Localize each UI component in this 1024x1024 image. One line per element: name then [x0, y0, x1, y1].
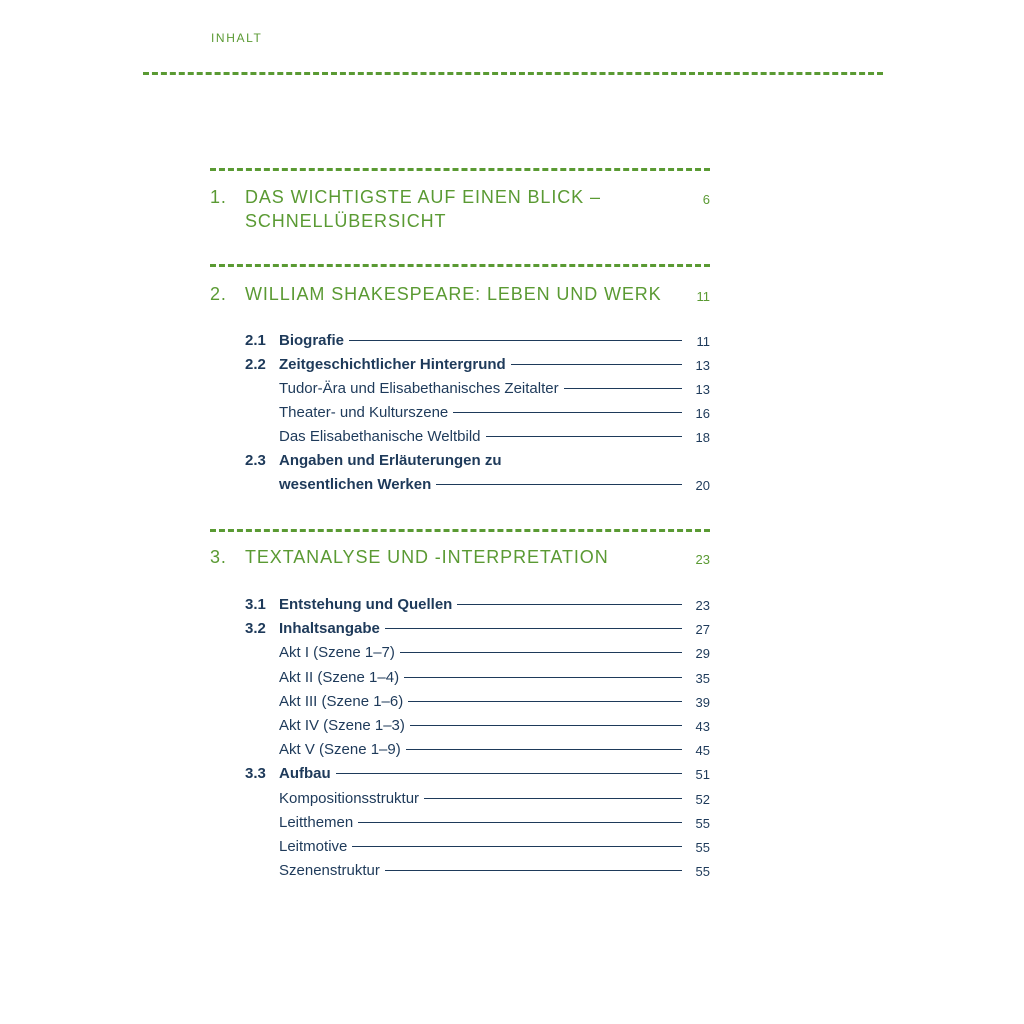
leader-line [349, 340, 682, 341]
entry-label-line1: Angaben und Erläuterungen zu [279, 452, 502, 469]
toc-entry[interactable] [245, 763, 710, 785]
chapter-divider [210, 264, 710, 267]
entry-page: 51 [695, 767, 710, 782]
leader-line [358, 822, 682, 823]
leader-line [385, 870, 682, 871]
leader-line [408, 701, 682, 702]
entry-page: 55 [695, 816, 710, 831]
entry-label: Szenenstruktur [279, 862, 380, 879]
chapter-title-line2: SCHNELLÜBERSICHT [245, 211, 447, 231]
entry-page: 20 [695, 478, 710, 493]
toc-subentry[interactable] [245, 812, 710, 834]
entry-label: Theater- und Kulturszene [279, 404, 449, 421]
entry-number: 3.3 [245, 765, 266, 782]
chapter-title-line1: DAS WICHTIGSTE AUF EINEN BLICK – [245, 187, 601, 207]
chapter-title: WILLIAM SHAKESPEARE: LEBEN UND WERK [245, 284, 662, 304]
entry-page: 29 [695, 646, 710, 661]
chapter-divider [210, 529, 710, 532]
entry-page: 18 [695, 430, 710, 445]
entry-number: 2.2 [245, 356, 266, 373]
leader-line [511, 364, 682, 365]
entry-label: Akt II (Szene 1–4) [279, 669, 400, 686]
leader-line [400, 652, 682, 653]
entry-page: 16 [695, 406, 710, 421]
entry-page: 52 [695, 792, 710, 807]
entry-label: Tudor-Ära und Elisabethanisches Zeitalter [279, 380, 559, 397]
toc-entry[interactable] [245, 594, 710, 616]
toc-subentry[interactable] [245, 378, 710, 400]
toc-subentry[interactable] [245, 715, 710, 737]
toc-entry[interactable] [245, 618, 710, 640]
leader-line [436, 484, 682, 485]
leader-line [410, 725, 682, 726]
entry-page: 23 [695, 598, 710, 613]
entry-page: 45 [695, 743, 710, 758]
entry-label: Inhaltsangabe [279, 620, 380, 637]
entry-label: Biografie [279, 332, 345, 349]
toc-entry[interactable] [245, 354, 710, 376]
leader-line [486, 436, 683, 437]
running-head: INHALT [211, 31, 263, 45]
entry-page: 11 [696, 334, 710, 349]
entry-label: Leitmotive [279, 838, 348, 855]
entry-label: Leitthemen [279, 814, 354, 831]
entry-label: Entstehung und Quellen [279, 596, 453, 613]
entry-page: 55 [695, 840, 710, 855]
entry-label: Das Elisabethanische Weltbild [279, 428, 481, 445]
entry-page: 55 [695, 864, 710, 879]
chapter-number: 2. [210, 284, 227, 304]
chapter-page: 11 [696, 289, 710, 304]
leader-line [404, 677, 682, 678]
chapter-divider [210, 168, 710, 171]
entry-page: 13 [695, 382, 710, 397]
leader-line [385, 628, 682, 629]
leader-line [336, 773, 682, 774]
entry-label: Zeitgeschichtlicher Hintergrund [279, 356, 506, 373]
toc-subentry[interactable] [245, 860, 710, 882]
entry-number: 3.1 [245, 596, 266, 613]
entry-page: 35 [695, 671, 710, 686]
chapter-number: 3. [210, 547, 227, 567]
entry-page: 13 [695, 358, 710, 373]
toc-entry[interactable] [245, 450, 710, 496]
leader-line [406, 749, 682, 750]
toc-subentry[interactable] [245, 836, 710, 858]
entry-label: Akt III (Szene 1–6) [279, 693, 404, 710]
leader-line [453, 412, 682, 413]
toc-subentry[interactable] [245, 691, 710, 713]
leader-line [564, 388, 682, 389]
entry-label: Kompositionsstruktur [279, 790, 420, 807]
header-divider [143, 72, 883, 75]
entry-number: 2.1 [245, 332, 266, 349]
leader-line [457, 604, 682, 605]
entry-number: 2.3 [245, 452, 266, 469]
entry-number: 3.2 [245, 620, 266, 637]
entry-label: wesentlichen Werken [279, 476, 432, 493]
chapter-title: TEXTANALYSE UND -INTERPRETATION [245, 547, 609, 567]
chapter-page: 6 [702, 192, 710, 207]
leader-line [352, 846, 682, 847]
leader-line [424, 798, 682, 799]
toc-subentry[interactable] [245, 642, 710, 664]
toc-subentry[interactable] [245, 739, 710, 761]
entry-page: 39 [695, 695, 710, 710]
entry-label: Aufbau [279, 765, 331, 782]
entry-label: Akt V (Szene 1–9) [279, 741, 401, 758]
entry-label: Akt I (Szene 1–7) [279, 644, 395, 661]
toc-subentry[interactable] [245, 667, 710, 689]
chapter-3[interactable] [210, 545, 710, 569]
toc-subentry[interactable] [245, 788, 710, 810]
chapter-2[interactable] [210, 282, 710, 306]
toc-subentry[interactable] [245, 426, 710, 448]
chapter-number: 1. [210, 187, 227, 207]
chapter-1[interactable] [210, 185, 710, 235]
chapter-page: 23 [695, 552, 710, 567]
entry-page: 27 [695, 622, 710, 637]
toc-entry[interactable] [245, 330, 710, 352]
toc-subentry[interactable] [245, 402, 710, 424]
entry-page: 43 [695, 719, 710, 734]
entry-label: Akt IV (Szene 1–3) [279, 717, 405, 734]
